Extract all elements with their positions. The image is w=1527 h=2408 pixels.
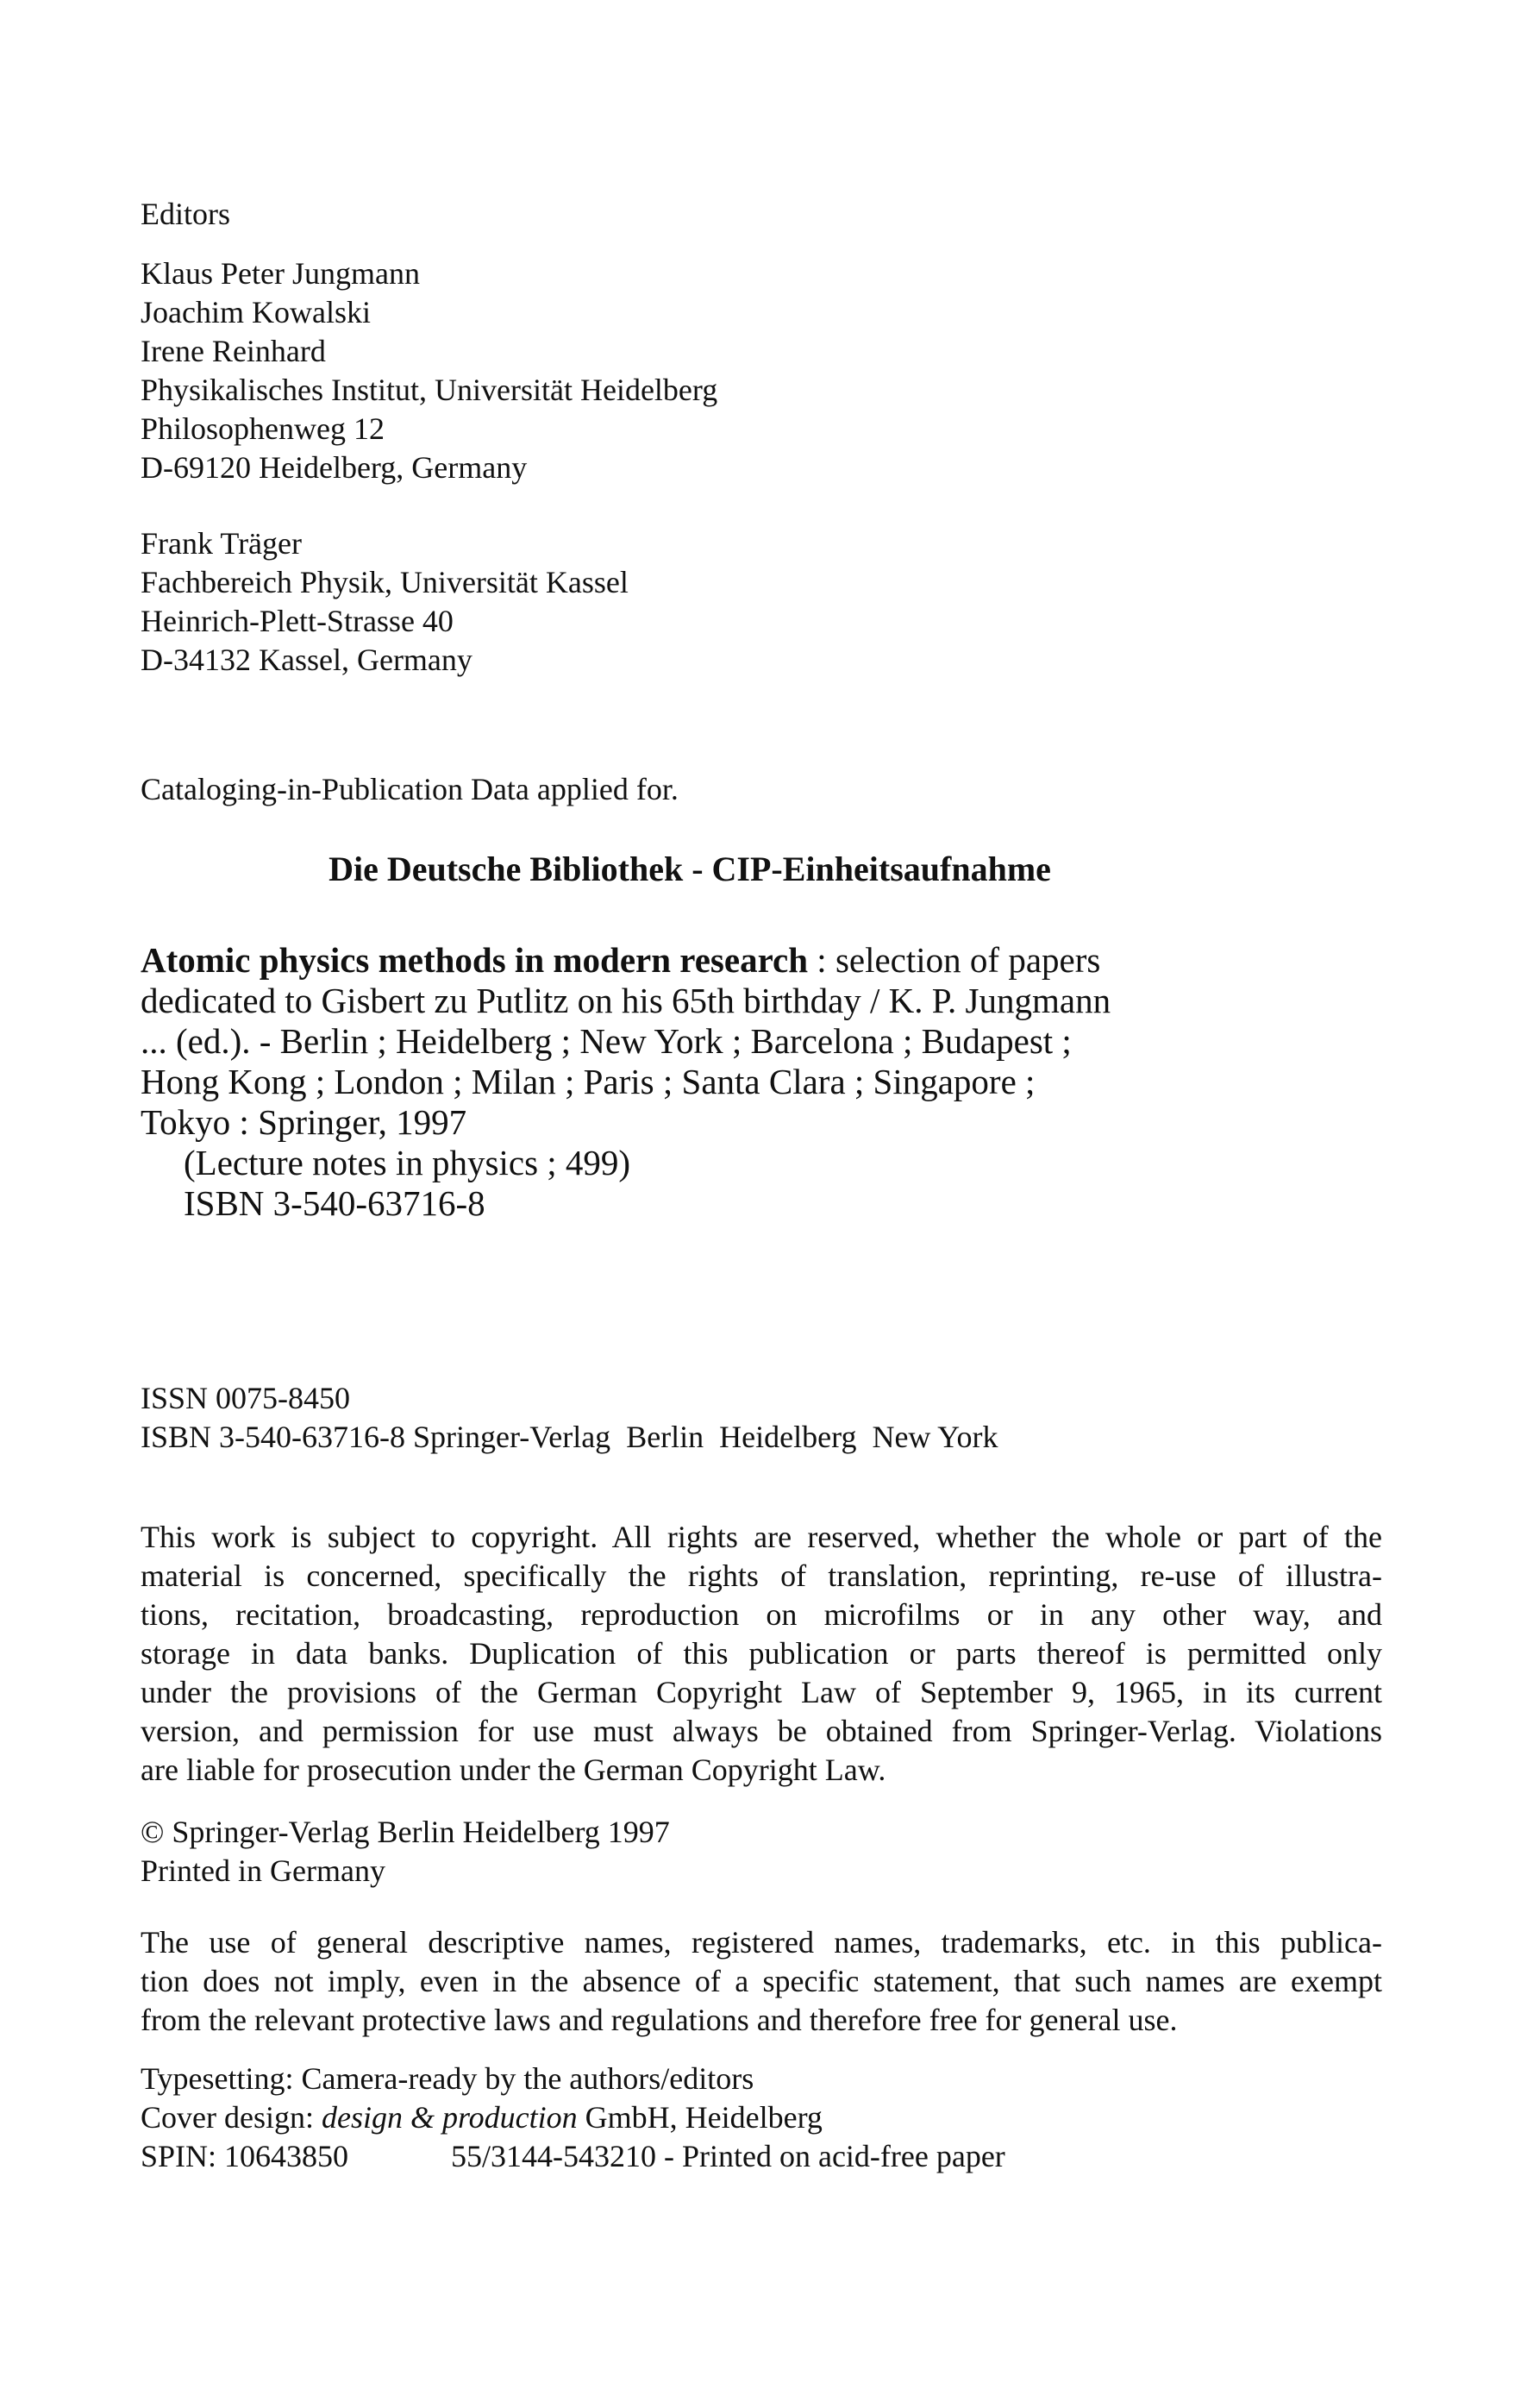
cip-note-text: Cataloging-in-Publication Data applied for.	[141, 772, 679, 806]
editor-line: Philosophenweg 12	[141, 411, 385, 446]
spin-line	[141, 2137, 1005, 2176]
copyright-holder	[141, 1813, 670, 1891]
editors-heading-text: Editors	[141, 197, 230, 231]
editor-line: D-69120 Heidelberg, Germany	[141, 450, 528, 485]
trademark-notice	[141, 1923, 1382, 2040]
copyright-statement: © Springer-Verlag Berlin Heidelberg 1997	[141, 1815, 670, 1849]
editor-line: Fachbereich Physik, Universität Kassel	[141, 565, 629, 599]
publisher: Springer-Verlag	[412, 1420, 611, 1454]
catalog-line-3: ... (ed.). - Berlin ; Heidelberg ; New York ; Barcelona ; Budapest ;	[141, 1021, 1072, 1061]
cover-label: Cover design:	[141, 2100, 322, 2135]
city-new-york: New York	[872, 1420, 998, 1454]
isbn-number: ISBN 3-540-63716-8	[141, 1420, 405, 1454]
catalog-subtitle: : selection of papers	[808, 940, 1101, 980]
editor-group-kassel	[141, 524, 629, 680]
editor-line: Klaus Peter Jungmann	[141, 256, 420, 291]
copyright-line: under the provisions of the German Copyright Law of September 9, 1965, in its current	[141, 1675, 1382, 1709]
city-heidelberg: Heidelberg	[719, 1420, 857, 1454]
city-berlin: Berlin	[626, 1420, 704, 1454]
catalog-line-4: Hong Kong ; London ; Milan ; Paris ; Santa Clara ; Singapore ;	[141, 1062, 1036, 1101]
editor-line: Heinrich-Plett-Strasse 40	[141, 604, 454, 638]
editor-line: Frank Träger	[141, 526, 302, 561]
identifiers	[141, 1379, 998, 1457]
printed-in: Printed in Germany	[141, 1853, 385, 1888]
typesetting-credit: Typesetting: Camera-ready by the authors/editors	[141, 2061, 754, 2096]
copyright-notice	[141, 1518, 1382, 1790]
isbn-line	[141, 1418, 998, 1457]
spin-number: SPIN: 10643850	[141, 2139, 349, 2173]
catalog-line-5: Tokyo : Springer, 1997	[141, 1102, 467, 1142]
cip-title: Die Deutsche Bibliothek - CIP-Einheitsaufnahme	[329, 850, 1051, 888]
editor-line: Irene Reinhard	[141, 334, 326, 368]
trademark-line: tion does not imply, even in the absence of a specific statement, that such names are exempt	[141, 1964, 1382, 1998]
copyright-line: are liable for prosecution under the German Copyright Law.	[141, 1753, 886, 1787]
cover-rest: GmbH, Heidelberg	[577, 2100, 823, 2135]
trademark-line: from the relevant protective laws and regulations and therefore free for general use.	[141, 2003, 1178, 2037]
copyright-line: This work is subject to copyright. All rights are reserved, whether the whole or part of the	[141, 1520, 1382, 1554]
cip-note	[141, 770, 679, 809]
catalog-isbn: ISBN 3-540-63716-8	[184, 1183, 485, 1223]
editor-group-heidelberg	[141, 254, 717, 487]
copyright-line: material is concerned, specifically the rights of translation, reprinting, re-use of illustra-	[141, 1558, 1382, 1593]
catalog-line-1	[141, 940, 1111, 981]
cover-designer: design & production	[321, 2100, 578, 2135]
copyright-line: version, and permission for use must always be obtained from Springer-Verlag. Violations	[141, 1714, 1382, 1748]
cover-design-credit	[141, 2098, 1005, 2137]
spin-code: 55/3144-543210 - Printed on acid-free paper	[451, 2139, 1005, 2173]
editors-heading	[141, 195, 230, 234]
issn: ISSN 0075-8450	[141, 1381, 351, 1415]
trademark-line: The use of general descriptive names, registered names, trademarks, etc. in this publica-	[141, 1925, 1382, 1960]
catalog-entry	[141, 940, 1111, 1224]
copyright-line: storage in data banks. Duplication of this publication or parts thereof is permitted only	[141, 1636, 1382, 1671]
editor-line: Joachim Kowalski	[141, 295, 371, 329]
editor-line: Physikalisches Institut, Universität Heidelberg	[141, 373, 718, 407]
copyright-line: tions, recitation, broadcasting, reproduction on microfilms or in any other way, and	[141, 1597, 1382, 1632]
editor-line: D-34132 Kassel, Germany	[141, 643, 472, 677]
production-credits	[141, 2060, 1005, 2176]
catalog-line-2: dedicated to Gisbert zu Putlitz on his 65th birthday / K. P. Jungmann	[141, 981, 1111, 1020]
catalog-series: (Lecture notes in physics ; 499)	[184, 1143, 631, 1182]
book-title: Atomic physics methods in modern research	[141, 940, 809, 980]
